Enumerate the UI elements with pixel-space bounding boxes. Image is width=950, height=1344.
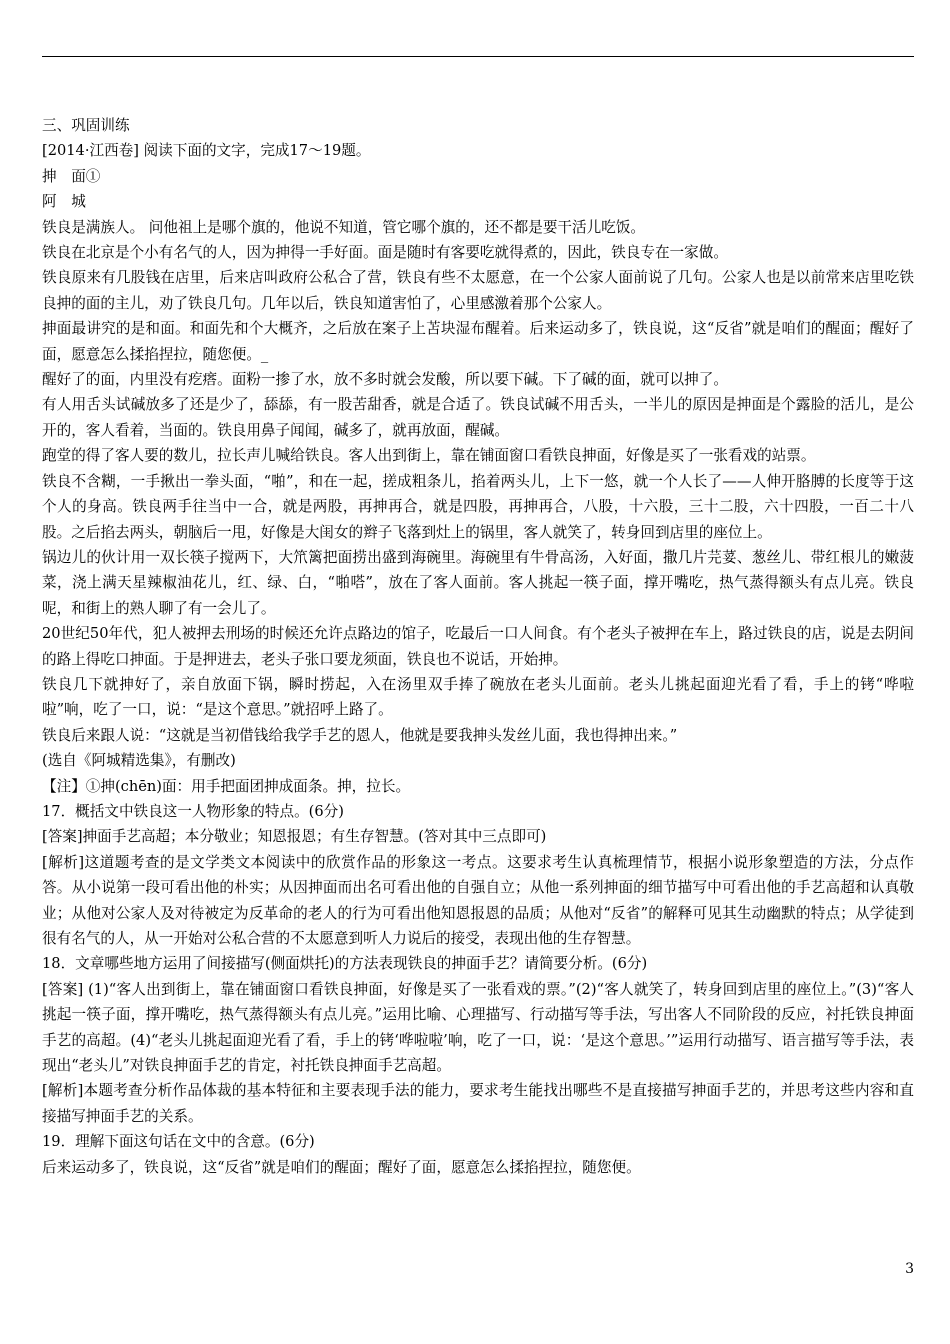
story-paragraph: 铁良是满族人。 问他祖上是哪个旗的，他说不知道，管它哪个旗的，还不都是要干活儿吃饭。 [42, 218, 645, 236]
story-note: 【注】①抻(chēn)面：用手把面团抻成面条。抻，拉长。 [42, 777, 411, 795]
story-paragraph: 锅边儿的伙计用一双长筷子搅两下，大笊篱把面捞出盛到海碗里。海碗里有牛骨高汤，入好面，撒几片芫荽、葱丝儿、带红根儿的嫩菠菜，浇上满天星辣椒油花儿，红、绿、白，“啪嗒”，放在了客人面前。客人挑起一筷子面，撑开嘴吃，热气蒸得额头有点儿亮。铁良呢，和街上的熟人聊了有一会儿了。 [42, 548, 914, 617]
document-body [42, 113, 914, 1180]
story-paragraph: 铁良几下就抻好了，亲自放面下锅，瞬时捞起，入在汤里双手捧了碗放在老头儿面前。老头儿挑起面迎光看了看，手上的铐“哗啦啦”响，吃了一口，说：“是这个意思。”就招呼上路了。 [42, 675, 914, 719]
question-17: 17．概括文中铁良这一人物形象的特点。(6分) [42, 802, 344, 820]
section-heading: 三、巩固训练 [42, 117, 130, 134]
story-paragraph: 20世纪50年代，犯人被押去刑场的时候还允许点路边的馆子，吃最后一口人间食。有个老头子被押在车上，路过铁良的店，说是去阴间的路上得吃口抻面。于是押进去，老头子张口要龙须面，铁良也不说话，开始抻。 [42, 625, 914, 668]
story-title: 抻 面① [42, 167, 101, 185]
answer-17: [答案]抻面手艺高超；本分敬业；知恩报恩；有生存智慧。(答对其中三点即可) [42, 828, 547, 846]
story-paragraph: 铁良原来有几股钱在店里，后来店叫政府公私合了营，铁良有些不太愿意，在一个公家人面前说了几句。公家人也是以前常来店里吃铁良抻的面的主儿，劝了铁良几句。几年以后，铁良知道害怕了，心里感激着那个公家人。 [42, 269, 914, 312]
story-paragraph: 跑堂的得了客人要的数儿，拉长声儿喊给铁良。客人出到街上，靠在铺面窗口看铁良抻面，好像是买了一张看戏的站票。 [42, 447, 816, 465]
analysis-17: [解析]这道题考查的是文学类文本阅读中的欣赏作品的形象这一考点。这要求考生认真梳理情节，根据小说形象塑造的方法，分点作答。从小说第一段可看出他的朴实；从因抻面而出名可看出他的自强自立；从他一系列抻面的细节描写中可看出他的手艺高超和认真敬业；从他对公家人及对待被定为反革命的老人的行为可看出他知恩报恩的品质；从他对“反省”的解释可见其生动幽默的特点；从学徒到很有名气的人，从一开始对公私合营的不太愿意到听人力说后的接受，表现出他的生存智慧。 [42, 853, 914, 947]
story-paragraph: 铁良不含糊，一手揪出一拳头面，“啪”，和在一起，搓成粗条儿，掐着两头儿，上下一悠，就一个人长了——人伸开胳膊的长度等于这个人的身高。铁良两手往当中一合，就是两股，再抻再合，就是四股，再抻再合，八股，十六股，三十二股，六十四股，一百二十八股。之后掐去两头，朝脑后一甩，好像是大闺女的辫子飞落到灶上的锅里，客人就笑了，转身回到店里的座位上。 [42, 472, 914, 541]
story-author: 阿 城 [42, 193, 86, 211]
header-rule [42, 56, 914, 57]
story-paragraph: 醒好了的面，内里没有疙瘩。面粉一掺了水，放不多时就会发酸，所以要下碱。下了碱的面，就可以抻了。 [42, 371, 728, 389]
answer-18: [答案] (1)“客人出到街上，靠在铺面窗口看铁良抻面，好像是买了一张看戏的票。”(2)“客人就笑了，转身回到店里的座位上。”(3)“客人挑起一筷子面，撑开嘴吃，热气蒸得额头有点儿亮。”运用比喻、心理描写、行动描写等手法，写出客人不同阶段的反应，衬托铁良抻面手艺的高超。(4)“老头儿挑起面迎光看了看，手上的铐‘哗啦啦’响，吃了一口，说：‘是这个意思。’”运用行动描写、语言描写等手法，表现出“老头儿”对铁良抻面手艺的肯定，衬托铁良抻面手艺高超。 [42, 980, 914, 1075]
page-number: 3 [905, 1261, 914, 1277]
analysis-18: [解析]本题考查分析作品体裁的基本特征和主要表现手法的能力，要求考生能找出哪些不是直接描写抻面手艺的，并思考这些内容和直接描写抻面手艺的关系。 [42, 1082, 914, 1125]
story-paragraph: 铁良后来跟人说：“这就是当初借钱给我学手艺的恩人，他就是要我抻头发丝儿面，我也得抻出来。” [42, 726, 678, 744]
question-18: 18．文章哪些地方运用了间接描写(侧面烘托)的方法表现铁良的抻面手艺？请简要分析。(6分) [42, 955, 648, 973]
story-source: (选自《阿城精选集》，有删改) [42, 752, 236, 770]
story-paragraph: 铁良在北京是个小有名气的人，因为抻得一手好面。面是随时有客要吃就得煮的，因此，铁良专在一家做。 [42, 244, 728, 262]
story-paragraph: 抻面最讲究的是和面。和面先和个大概齐，之后放在案子上苫块湿布醒着。后来运动多了，铁良说，这“反省”就是咱们的醒面；醒好了面，愿意怎么揉掐捏拉，随您便。_ [42, 320, 914, 363]
question-intro: [2014·江西卷] 阅读下面的文字，完成17～19题。 [42, 142, 371, 160]
question-19: 19．理解下面这句话在文中的含意。(6分) [42, 1133, 315, 1151]
story-paragraph: 有人用舌头试碱放多了还是少了，舔舔，有一股苦甜香，就是合适了。铁良试碱不用舌头，一半儿的原因是抻面是个露脸的活儿，是公开的，客人看着，当面的。铁良用鼻子闻闻，碱多了，就再放面，醒碱。 [42, 396, 914, 439]
quote-19: 后来运动多了，铁良说，这“反省”就是咱们的醒面；醒好了面，愿意怎么揉掐捏拉，随您便。 [42, 1158, 641, 1176]
